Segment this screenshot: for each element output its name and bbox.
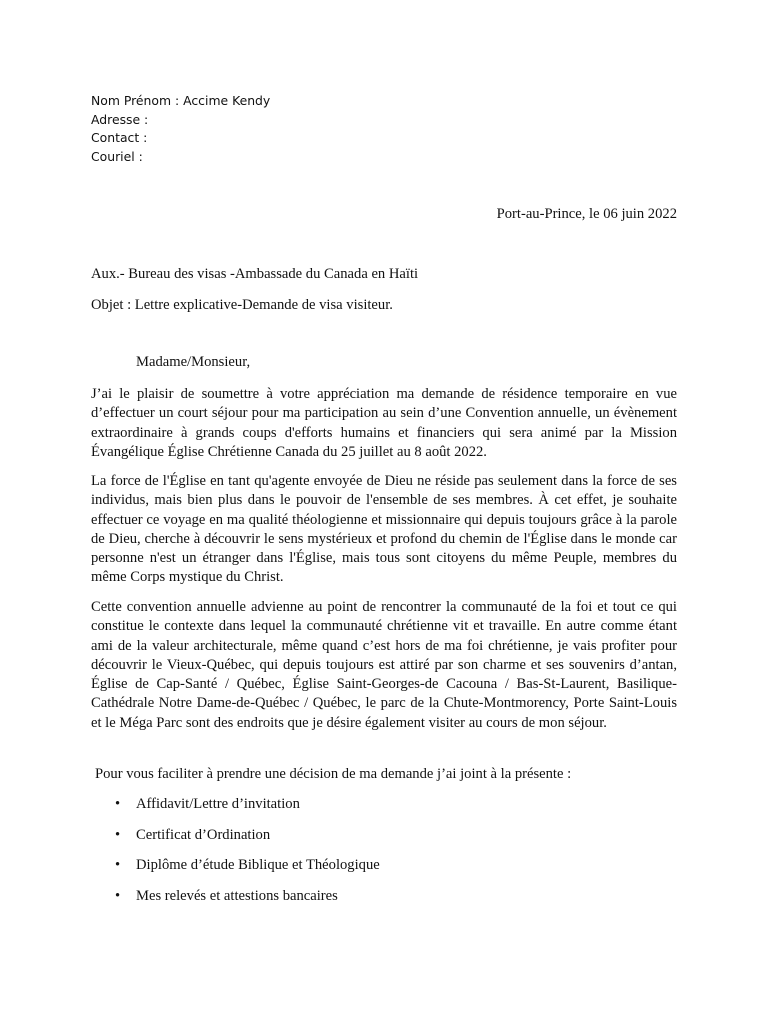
attachment-label: Diplôme d’étude Biblique et Théologique: [136, 857, 380, 873]
body-paragraph-1: J’ai le plaisir de soumettre à votre appréciation ma demande de résidence temporaire en vue d’effectuer un court séjour pour ma participation au sein d’une Convention annuelle, un évènement extraordinaire à grands coups d'efforts humains et financiers qui sera animé par la Mission Évangélique Église Chrétienne Canada du 25 juillet au 8 août 2022.: [91, 386, 677, 460]
bullet-icon: •: [115, 826, 121, 843]
sender-address: Adresse :: [91, 111, 149, 127]
sender-block: [91, 92, 270, 166]
list-item: [0, 857, 768, 888]
body-paragraph-3: Cette convention annuelle advienne au point de rencontrer la communauté de la foi et tout ce qui constitue le contexte dans lequel la communauté chrétienne vit et travaille. En autre comme étant ami de la valeur architecturale, même quand c’est hors de ma foi chrétienne, je vais profiter pour découvrir le Vieux-Québec, qui depuis toujours est attiré par son charme et ses souvenirs d’antan, Église de Cap-Santé / Québec, Église Saint-Georges-de Cacouna / Bas-St-Laurent, Basilique-Cathédrale Notre Dame-de-Québec / Québec, le parc de la Chute-Montmorency, Porte Saint-Louis et le Méga Parc sont des endroits que je désire également visiter au cours de mon séjour.: [91, 599, 677, 731]
sender-email: Couriel :: [91, 148, 143, 164]
list-item: [0, 888, 768, 919]
attachment-label: Certificat d’Ordination: [136, 826, 271, 843]
sender-name: Nom Prénom : Accime Kendy: [91, 93, 271, 108]
subject-line: Objet : Lettre explicative-Demande de visa visiteur.: [91, 297, 393, 313]
sender-contact: Contact :: [91, 130, 148, 146]
list-item: [0, 796, 768, 827]
attachment-label: Mes relevés et attestions bancaires: [136, 887, 338, 904]
body-paragraph-2: La force de l'Église en tant qu'agente envoyée de Dieu ne réside pas seulement dans la force de ses individus, mais bien plus dans le pouvoir de l'ensemble de ses membres. À cet effet, je souhaite effectuer ce voyage en ma qualité théologienne et missionnaire qui depuis toujours grâce à la parole de Dieu, cherche à découvrir le sens mystérieux et profond du chemin de l'Église dans le monde car personne n'est un étranger dans l'Église, mais tous sont citoyens du même Peuple, membres du même Corps mystique du Christ.: [91, 473, 677, 586]
bullet-icon: •: [115, 796, 121, 812]
salutation: Madame/Monsieur,: [136, 354, 251, 370]
list-item: [0, 827, 768, 858]
bullet-icon: •: [115, 887, 121, 904]
letter-date: Port-au-Prince, le 06 juin 2022: [496, 206, 677, 222]
attachments-list: [0, 796, 768, 918]
attachments-intro: Pour vous faciliter à prendre une décision de ma demande j’ai joint à la présente :: [95, 766, 572, 782]
attachment-label: Affidavit/Lettre d’invitation: [136, 796, 300, 812]
bullet-icon: •: [115, 857, 121, 873]
recipient-line: Aux.- Bureau des visas -Ambassade du Canada en Haïti: [91, 266, 419, 282]
